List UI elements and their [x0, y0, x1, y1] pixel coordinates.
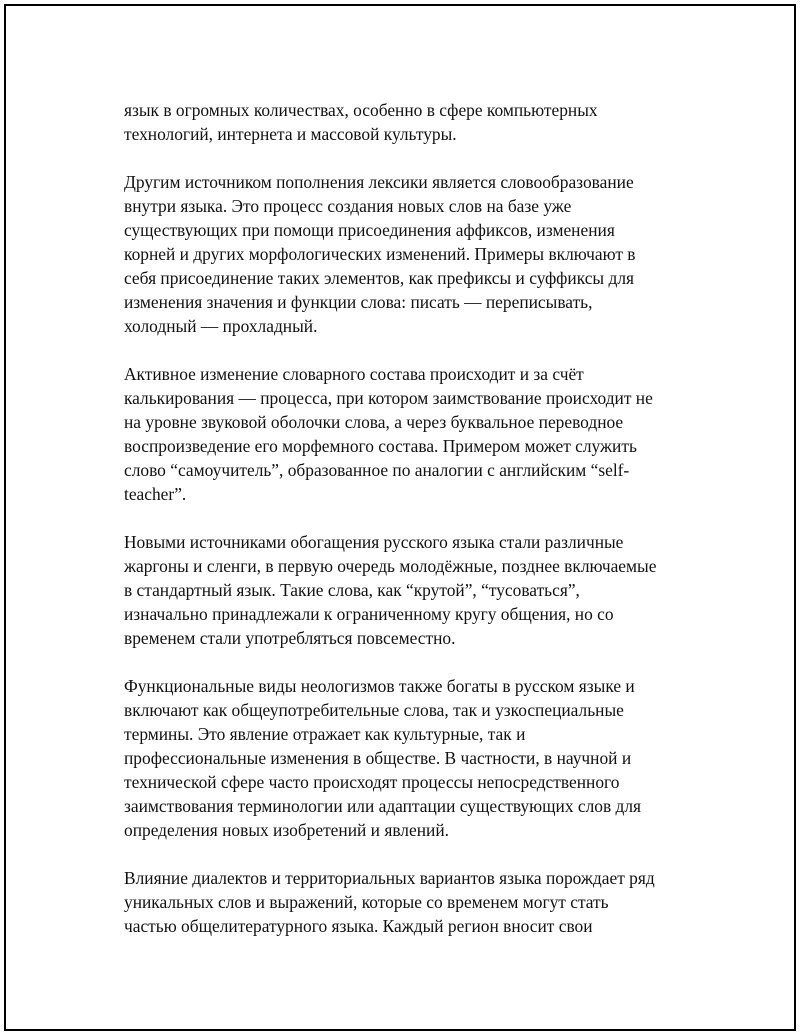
- paragraph-4: [124, 530, 704, 650]
- text-line: слово “самоучитель”, образованное по аналогии с английским “self-: [124, 460, 630, 480]
- text-line: в стандартный язык. Такие слова, как “крутой”, “тусоваться”,: [124, 580, 580, 600]
- text-line: калькирования — процесса, при котором заимствование происходит не: [124, 388, 653, 408]
- paragraph-3: [124, 362, 704, 506]
- text-line: изменения значения и функции слова: писать — переписывать,: [124, 292, 593, 312]
- text-line: холодный — прохладный.: [124, 316, 318, 336]
- text-line: включают как общеупотребительные слова, так и узкоспециальные: [124, 700, 624, 720]
- text-line: жаргоны и сленги, в первую очередь молодёжные, позднее включаемые: [124, 556, 657, 576]
- text-line: воспроизведение его морфемного состава. Примером может служить: [124, 436, 637, 456]
- text-line: профессиональные изменения в обществе. В частности, в научной и: [124, 748, 632, 768]
- paragraph-2: [124, 170, 704, 338]
- text-line: внутри языка. Это процесс создания новых слов на базе уже: [124, 196, 572, 216]
- text-line: изначально принадлежали к ограниченному кругу общения, но со: [124, 604, 614, 624]
- text-line: Функциональные виды неологизмов также богаты в русском языке и: [124, 676, 635, 696]
- text-line: технологий, интернета и массовой культуры.: [124, 124, 457, 144]
- text-line: teacher”.: [124, 484, 187, 504]
- text-line: Другим источником пополнения лексики является словообразование: [124, 172, 634, 192]
- text-line: уникальных слов и выражений, которые со временем могут стать: [124, 892, 609, 912]
- text-line: на уровне звуковой оболочки слова, а через буквальное переводное: [124, 412, 624, 432]
- text-line: язык в огромных количествах, особенно в сфере компьютерных: [124, 100, 598, 120]
- text-line: определения новых изобретений и явлений.: [124, 820, 449, 840]
- text-line: термины. Это явление отражает как культурные, так и: [124, 724, 526, 744]
- text-line: себя присоединение таких элементов, как префиксы и суффиксы для: [124, 268, 634, 288]
- text-line: Влияние диалектов и территориальных вариантов языка порождает ряд: [124, 868, 655, 888]
- document-body: [124, 98, 704, 962]
- page-frame: [4, 4, 796, 1031]
- text-line: частью общелитературного языка. Каждый регион вносит свои: [124, 916, 593, 936]
- text-line: заимствования терминологии или адаптации существующих слов для: [124, 796, 642, 816]
- text-line: технической сфере часто происходят процессы непосредственного: [124, 772, 620, 792]
- text-line: корней и других морфологических изменений. Примеры включают в: [124, 244, 636, 264]
- text-line: Новыми источниками обогащения русского языка стали различные: [124, 532, 624, 552]
- paragraph-1: [124, 98, 704, 146]
- paragraph-6: [124, 866, 704, 938]
- paragraph-5: [124, 674, 704, 842]
- text-line: Активное изменение словарного состава происходит и за счёт: [124, 364, 584, 384]
- text-line: существующих при помощи присоединения аффиксов, изменения: [124, 220, 615, 240]
- text-line: временем стали употребляться повсеместно.: [124, 628, 456, 648]
